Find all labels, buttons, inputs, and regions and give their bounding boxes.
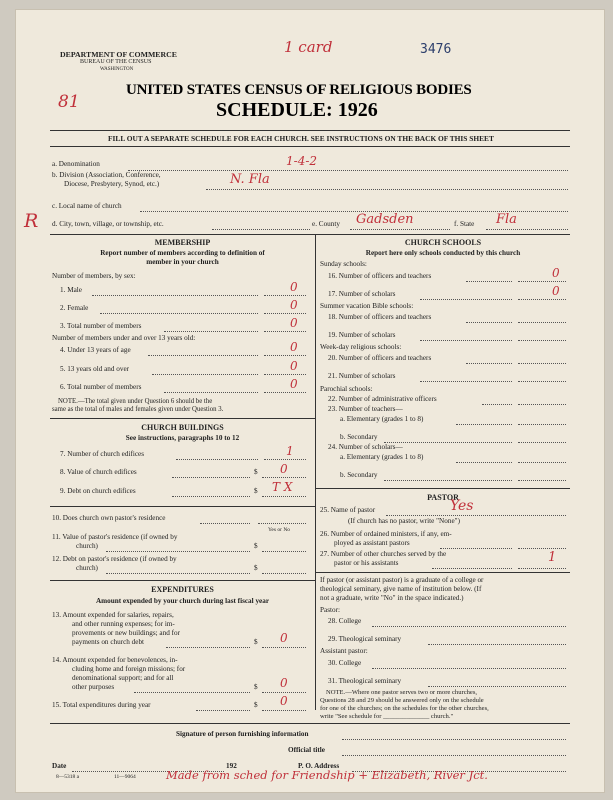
q16-label: 16. Number of officers and teachers (328, 272, 432, 280)
expenditures-sub: Amount expended by your church during last fiscal year (95, 597, 270, 605)
q25-label: 25. Name of pastor (320, 506, 376, 514)
expenditures-title: EXPENDITURES (151, 585, 214, 594)
q29-label: 29. Theological seminary (328, 635, 402, 643)
q9-label: 9. Debt on church edifices (60, 487, 136, 495)
state-value: Fla (496, 212, 517, 227)
q22-label: 22. Number of administrative officers (328, 395, 437, 403)
parochial-label: Parochial schools: (320, 385, 373, 393)
form-code-2: 11—9064 (114, 774, 136, 780)
q15-label: 15. Total expenditures during year (52, 701, 151, 709)
q6-label: 6. Total number of members (60, 383, 142, 391)
q11-label-2: church) (76, 542, 98, 550)
q25-value: Yes (450, 498, 474, 514)
city-name: WASHINGTON (100, 67, 134, 72)
q14-label-2: cluding home and foreign missions; for (72, 665, 186, 673)
q5-value: 0 (290, 359, 298, 373)
q2-value: 0 (290, 298, 298, 312)
by-sex-label: Number of members, by sex: (52, 272, 136, 280)
q19-label: 19. Number of scholars (328, 331, 396, 339)
q24a-label: a. Elementary (grades 1 to 8) (340, 453, 424, 461)
q2-label: 2. Female (60, 304, 89, 312)
q7-label: 7. Number of church edifices (60, 450, 145, 458)
signature-label: Signature of person furnishing information (176, 730, 309, 738)
q9-value: T X (272, 480, 293, 494)
denomination-label: a. Denomination (52, 160, 100, 168)
membership-note-2: same as the total of males and females given under Question 3. (52, 406, 224, 413)
weekday-label: Week-day religious schools: (320, 343, 402, 351)
q21-label: 21. Number of scholars (328, 372, 396, 380)
grad-text-2: theological seminary, give name of institution below. (If (320, 585, 482, 593)
handwritten-mark: 81 (58, 92, 80, 112)
q15-dollar: $ (254, 701, 258, 709)
q10-label: 10. Does church own pastor's residence (52, 514, 166, 522)
q3-value: 0 (290, 316, 298, 330)
q23b-label: b. Secondary (340, 433, 378, 441)
q15-value: 0 (280, 694, 288, 708)
q14-dollar: $ (254, 683, 258, 691)
q31-label: 31. Theological seminary (328, 677, 402, 685)
pastor-note-4: write "See schedule for ______________ church." (320, 713, 454, 720)
q27-value: 1 (548, 550, 557, 565)
schools-title: CHURCH SCHOOLS (404, 238, 482, 247)
q26-label-1: 26. Number of ordained ministers, if any, em- (320, 530, 452, 538)
handwritten-card: 1 card (284, 38, 333, 56)
grad-text-3: not a graduate, write "No" in the space indicated.) (320, 594, 464, 602)
denomination-value: 1-4-2 (286, 154, 318, 168)
q14-label-4: other purposes (72, 683, 115, 691)
assistant-sub-label: Assistant pastor: (320, 647, 368, 655)
census-schedule-sheet (16, 10, 604, 792)
q8-dollar: $ (254, 468, 258, 476)
schedule-number: 3476 (420, 42, 452, 57)
q13-value: 0 (280, 631, 288, 645)
schedule-title: SCHEDULE: 1926 (216, 99, 378, 121)
county-label: e. County (312, 220, 340, 228)
q28-label: 28. College (328, 617, 362, 625)
q13-label-2: and other running expenses; for im- (72, 620, 175, 628)
q12-label-1: 12. Debt on pastor's residence (if owned by (52, 555, 177, 563)
q24b-label: b. Secondary (340, 471, 378, 479)
q26-label-2: ployed as assistant pastors (334, 539, 410, 547)
church-name-label: c. Local name of church (52, 202, 122, 210)
q17-label: 17. Number of scholars (328, 290, 396, 298)
q13-dollar: $ (254, 638, 258, 646)
q14-label-1: 14. Amount expended for benevolences, in- (52, 656, 178, 664)
pastor-sub-label: Pastor: (320, 606, 340, 614)
city-label: d. City, town, village, or township, etc. (52, 220, 164, 228)
q18-label: 18. Number of officers and teachers (328, 313, 432, 321)
q6-value: 0 (290, 377, 298, 391)
q16-value: 0 (552, 266, 560, 280)
bureau-name: BUREAU OF THE CENSUS (80, 59, 152, 65)
buildings-title: CHURCH BUILDINGS (141, 423, 224, 432)
age-label: Number of members under and over 13 years old: (52, 334, 196, 342)
membership-sub-2: member in your church (146, 258, 219, 266)
yes-no-label: Yes or No (268, 527, 291, 533)
q13-label-4: payments on church debt (72, 638, 145, 646)
form-code-1: 8—5318 a (56, 774, 80, 780)
schools-sub: Report here only schools conducted by this church (365, 249, 521, 257)
q11-label-1: 11. Value of pastor's residence (if owned by (52, 533, 178, 541)
membership-note-1: NOTE.—The total given under Question 6 should be the (58, 398, 213, 405)
division-label-2: Diocese, Presbytery, Synod, etc.) (64, 180, 160, 188)
dept-name: DEPARTMENT OF COMMERCE (60, 50, 177, 59)
q24-label: 24. Number of scholars— (328, 443, 403, 451)
sunday-label: Sunday schools: (320, 260, 367, 268)
handwritten-r: R (24, 210, 39, 232)
q5-label: 5. 13 years old and over (60, 365, 130, 373)
summer-label: Summer vacation Bible schools: (320, 302, 414, 310)
q14-value: 0 (280, 676, 288, 690)
pastor-note-2: Questions 28 and 29 should be answered only on the schedule (320, 697, 484, 704)
pastor-title: PASTOR (427, 493, 459, 502)
q8-value: 0 (280, 462, 288, 476)
date-year: 192 (226, 762, 237, 770)
q4-value: 0 (290, 340, 298, 354)
q27-label-2: pastor or his assistants (334, 559, 399, 567)
form-title: UNITED STATES CENSUS OF RELIGIOUS BODIES (126, 82, 472, 98)
q25-note: (If church has no pastor, write "None") (348, 517, 460, 525)
q9-dollar: $ (254, 487, 258, 495)
q30-label: 30. College (328, 659, 362, 667)
q12-label-2: church) (76, 564, 98, 572)
official-title-label: Official title (288, 746, 325, 754)
grad-text-1: If pastor (or assistant pastor) is a graduate of a college or (320, 576, 484, 584)
q1-label: 1. Male (60, 286, 82, 294)
q12-dollar: $ (254, 564, 258, 572)
division-value: N. Fla (230, 172, 270, 187)
membership-title: MEMBERSHIP (154, 238, 211, 247)
q1-value: 0 (290, 280, 298, 294)
q11-dollar: $ (254, 542, 258, 550)
instruction-line: FILL OUT A SEPARATE SCHEDULE FOR EACH CHURCH. SEE INSTRUCTIONS ON THE BACK OF THIS SHEET (108, 134, 494, 143)
q17-value: 0 (552, 284, 560, 298)
q13-label-1: 13. Amount expended for salaries, repairs, (52, 611, 174, 619)
county-value: Gadsden (356, 212, 414, 227)
q23-label: 23. Number of teachers— (328, 405, 403, 413)
q23a-label: a. Elementary (grades 1 to 8) (340, 415, 424, 423)
buildings-sub: See instructions, paragraphs 10 to 12 (125, 434, 240, 442)
pastor-note-3: for one of the churches; on the schedules for the other churches, (320, 705, 489, 712)
state-label: f. State (454, 220, 475, 228)
q3-label: 3. Total number of members (60, 322, 142, 330)
q4-label: 4. Under 13 years of age (60, 346, 131, 354)
date-label: Date (52, 762, 67, 770)
q14-label-3: denominational support; and for all (72, 674, 174, 682)
q20-label: 20. Number of officers and teachers (328, 354, 432, 362)
membership-sub-1: Report number of members according to definition of (100, 249, 265, 257)
q27-label-1: 27. Number of other churches served by the (320, 550, 447, 558)
q8-label: 8. Value of church edifices (60, 468, 137, 476)
pastor-note-1: NOTE.—Where one pastor serves two or more churches, (326, 689, 478, 696)
division-label-1: b. Division (Association, Conference, (52, 171, 161, 179)
q7-value: 1 (286, 444, 294, 458)
po-address-label: P. O. Address (298, 762, 340, 770)
q13-label-3: provements or new buildings; and for (72, 629, 180, 637)
handwritten-note: Made from sched for Friendship + Elizabeth, River Jct. (166, 768, 488, 782)
